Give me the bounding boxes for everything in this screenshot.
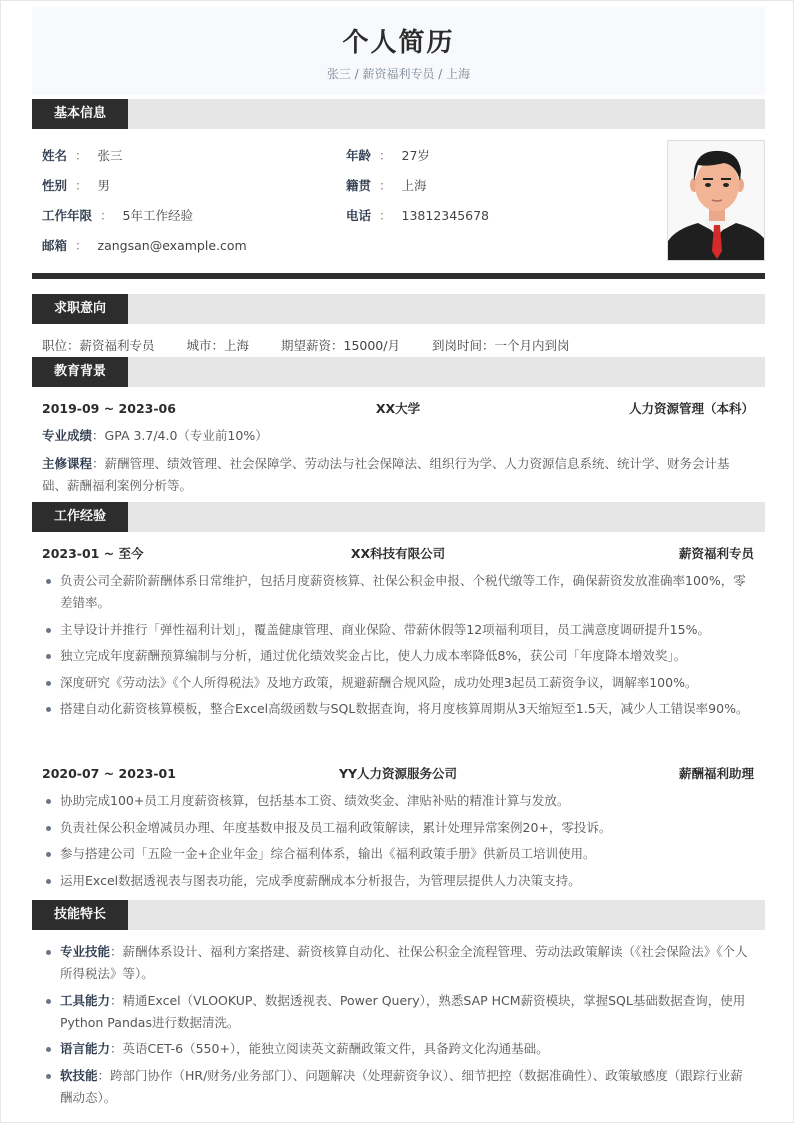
- skill-text: ：英语CET-6（550+），能独立阅读英文薪酬政策文件，具备跨文化沟通基础。: [110, 1041, 549, 1056]
- list-item: 负责公司全薪阶薪酬体系日常维护，包括月度薪资核算、社保公积金申报、个税代缴等工作，确保薪资发放准确率100%，零差错率。: [42, 570, 754, 614]
- list-item: 深度研究《劳动法》《个人所得税法》及地方政策，规避薪酬合规风险，成功处理3起员工薪资争议，调解率100%。: [42, 672, 754, 694]
- field-value: 男: [97, 178, 111, 193]
- skill-label: 软技能: [60, 1067, 98, 1083]
- role: 薪资福利专员: [678, 546, 754, 561]
- company: YY人力资源服务公司: [338, 766, 458, 781]
- field-age: [346, 147, 430, 165]
- field-label: 年龄: [346, 148, 372, 163]
- work-bullets: [42, 570, 754, 725]
- school: XX大学: [375, 401, 421, 416]
- skill-text: ：薪酬体系设计、福利方案搭建、薪资核算自动化、社保公积金全流程管理、劳动法政策解读（《社会保险法》《个人所得税法》等）。: [60, 944, 748, 981]
- colon: ：: [75, 148, 88, 163]
- skill-text: ：精通Excel（VLOOKUP、数据透视表、Power Query），熟悉SAP HCM薪资模块，掌握SQL基础数据查询，使用Python Pandas进行数据清洗。: [60, 992, 746, 1030]
- period: 2023-01 ~ 至今: [42, 546, 144, 561]
- section-header-education: [32, 357, 765, 387]
- section-header-intent: [32, 294, 765, 324]
- section-header-basic: [32, 99, 765, 129]
- list-item: [42, 1038, 754, 1060]
- period: 2019-09 ~ 2023-06: [42, 401, 176, 416]
- intent-position: 职位：薪资福利专员: [42, 338, 155, 353]
- field-name: [42, 147, 123, 165]
- role: 薪酬福利助理: [678, 766, 754, 781]
- list-item: 搭建自动化薪资核算模板，整合Excel高级函数与SQL数据查询，将月度核算周期从3天缩短至1.5天，减少人工错误率90%。: [42, 698, 754, 720]
- courses-label: 主修课程: [42, 456, 93, 471]
- list-item: 主导设计并推行「弹性福利计划」，覆盖健康管理、商业保险、带薪休假等12项福利项目，员工满意度调研提升15%。: [42, 619, 754, 641]
- intent-start: 到岗时间：一个月内到岗: [431, 338, 570, 353]
- education-courses: [42, 453, 754, 497]
- intent-salary: 期望薪资：15000/月: [281, 338, 400, 353]
- section-title: 技能特长: [32, 900, 128, 930]
- colon: ：: [379, 178, 392, 193]
- field-value: 上海: [401, 178, 427, 193]
- skill-label: 工具能力: [60, 992, 111, 1008]
- list-item: 负责社保公积金增减员办理、年度基数申报及员工福利政策解读，累计处理异常案例20+，零投诉。: [42, 817, 754, 839]
- skill-text: ：跨部门协作（HR/财务/业务部门）、问题解决（处理薪资争议）、细节把控（数据准确性）、政策敏感度（跟踪行业薪酬动态）。: [60, 1067, 743, 1105]
- major: 人力资源管理（本科）: [628, 401, 754, 416]
- list-item: [42, 941, 754, 985]
- field-years: [42, 207, 193, 225]
- section-divider: [32, 273, 765, 279]
- field-label: 籍贯: [346, 178, 372, 193]
- period: 2020-07 ~ 2023-01: [42, 766, 176, 781]
- resume-header: [32, 7, 765, 95]
- field-value: 27岁: [401, 148, 430, 163]
- colon: ：: [75, 178, 88, 193]
- work-row: [42, 765, 754, 783]
- work-bullets: [42, 790, 754, 896]
- gpa-value: ：GPA 3.7/4.0（专业前10%）: [92, 428, 268, 443]
- skills-list: [42, 941, 754, 1113]
- field-value: 张三: [97, 148, 123, 163]
- colon: ：: [379, 208, 392, 223]
- section-title: 工作经验: [32, 502, 128, 532]
- section-title: 基本信息: [32, 99, 128, 129]
- work-row: [42, 545, 754, 563]
- list-item: [42, 990, 754, 1034]
- colon: ：: [100, 208, 113, 223]
- list-item: [42, 1065, 754, 1109]
- field-value: 5年工作经验: [122, 208, 193, 223]
- field-email: [42, 237, 247, 255]
- list-item: 独立完成年度薪酬预算编制与分析，通过优化绩效奖金占比，使人力成本率降低8%，获公司「年度降本增效奖」。: [42, 645, 754, 667]
- section-header-skills: [32, 900, 765, 930]
- section-header-work: [32, 502, 765, 532]
- email-link[interactable]: zangsan@example.com: [97, 238, 247, 253]
- education-row: [42, 400, 754, 418]
- field-value: 13812345678: [401, 208, 490, 223]
- list-item: 参与搭建公司「五险一金+企业年金」综合福利体系，输出《福利政策手册》供新员工培训使用。: [42, 843, 754, 865]
- skill-label: 语言能力: [60, 1041, 111, 1056]
- colon: ：: [75, 238, 88, 253]
- portrait-icon: [668, 141, 765, 261]
- skill-label: 专业技能: [60, 944, 111, 959]
- colon: ：: [379, 148, 392, 163]
- field-phone: [346, 207, 489, 225]
- field-label: 电话: [346, 208, 372, 223]
- field-label: 工作年限: [42, 208, 93, 223]
- field-origin: [346, 177, 427, 195]
- page-title: 个人简历: [342, 28, 455, 58]
- list-item: 运用Excel数据透视表与图表功能，完成季度薪酬成本分析报告，为管理层提供人力决策支持。: [42, 870, 754, 892]
- gpa-label: 专业成绩: [42, 428, 93, 443]
- job-intent: [42, 337, 597, 355]
- education-gpa: [42, 425, 754, 447]
- field-gender: [42, 177, 110, 195]
- courses-value: ：薪酬管理、绩效管理、社会保障学、劳动法与社会保障法、组织行为学、人力资源信息系统、统计学、财务会计基础、薪酬福利案例分析等。: [42, 456, 730, 493]
- avatar: [667, 140, 765, 261]
- field-label: 邮箱: [42, 238, 68, 253]
- list-item: 协助完成100+员工月度薪资核算，包括基本工资、绩效奖金、津贴补贴的精准计算与发放。: [42, 790, 754, 812]
- page-subtitle: 张三 / 薪资福利专员 / 上海: [326, 67, 471, 81]
- company: XX科技有限公司: [350, 546, 446, 561]
- intent-city: 城市：上海: [186, 338, 250, 353]
- section-title: 教育背景: [32, 357, 128, 387]
- field-label: 性别: [42, 178, 68, 193]
- field-label: 姓名: [42, 148, 68, 163]
- section-title: 求职意向: [32, 294, 128, 324]
